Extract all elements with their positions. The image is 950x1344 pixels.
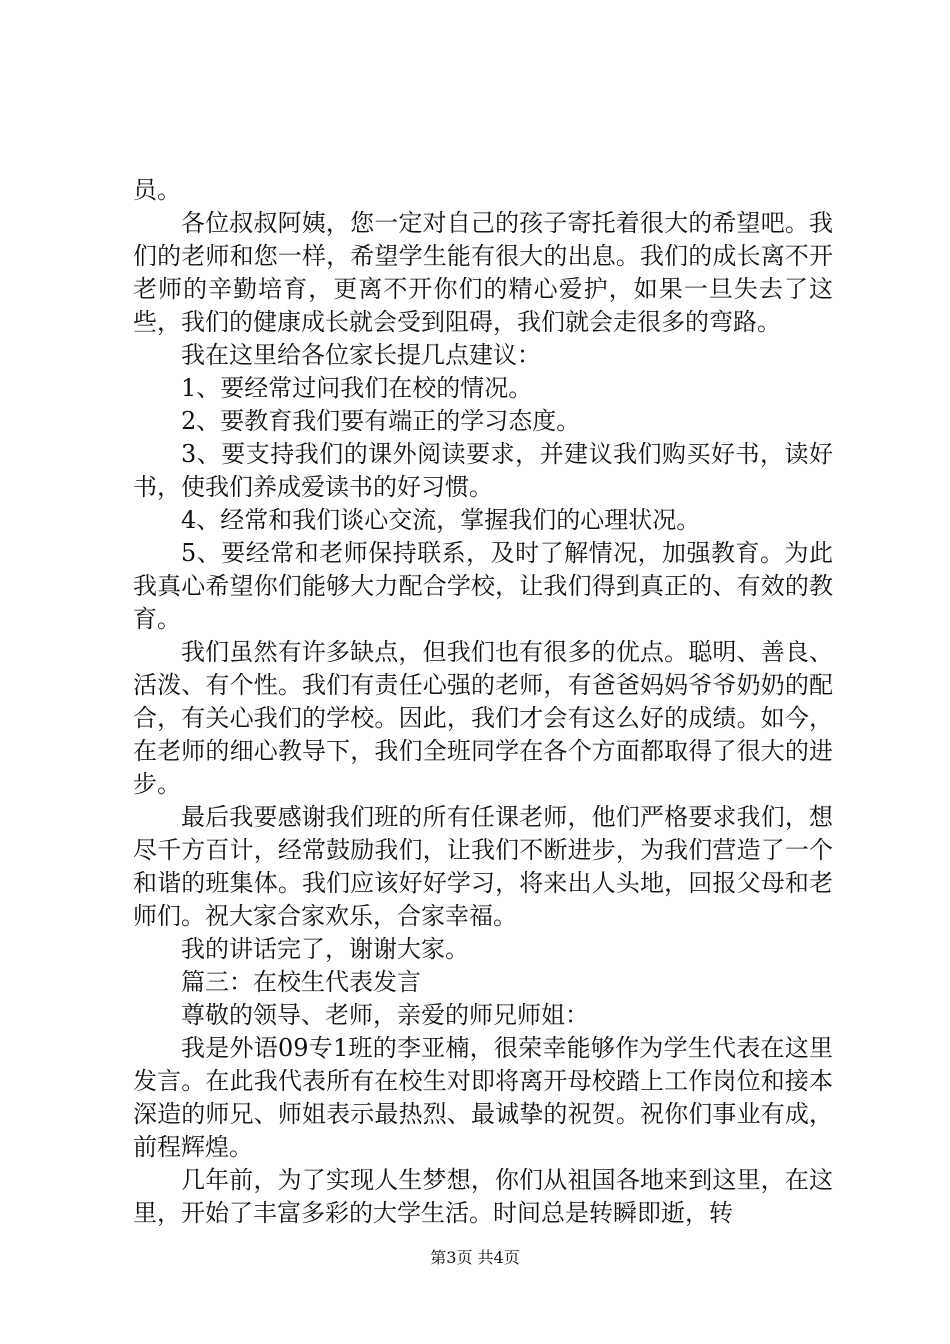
paragraph-2: 各位叔叔阿姨，您一定对自己的孩子寄托着很大的希望吧。我们的老师和您一样，希望学生能有很大的出息。我们的成长离不开老师的辛勤培育，更离不开你们的精心爱护，如果一旦失去了这些，我们的健康成长就会受到阻碍，我们就会走很多的弯路。 [133,209,833,336]
section-heading: 篇三：在校生代表发言 [181,968,421,996]
list-item-3: 3、要支持我们的课外阅读要求，并建议我们购买好书，读好书，使我们养成爱读书的好习惯。 [133,440,833,501]
list-item-5: 5、要经常和老师保持联系，及时了解情况，加强教育。为此我真心希望你们能够大力配合学校，让我们得到真正的、有效的教育。 [133,539,833,633]
paragraph-1: 员。 [133,176,181,204]
list-item-4: 4、经常和我们谈心交流，掌握我们的心理状况。 [181,506,701,534]
paragraph-15: 几年前，为了实现人生梦想，你们从祖国各地来到这里，在这里，开始了丰富多彩的大学生活。时间总是转瞬即逝，转 [133,1166,833,1227]
list-item-2: 2、要教育我们要有端正的学习态度。 [181,407,581,435]
paragraph-11: 我的讲话完了，谢谢大家。 [181,935,469,963]
salutation: 尊敬的领导、老师，亲爱的师兄师姐： [181,1001,589,1029]
list-item-1: 1、要经常过问我们在校的情况。 [181,374,533,402]
page-number-footer: 第3页 共4页 [430,1248,520,1267]
document-body [133,174,833,1230]
paragraph-14: 我是外语09专1班的李亚楠，很荣幸能够作为学生代表在这里发言。在此我代表所有在校生对即将离开母校踏上工作岗位和接本深造的师兄、师姐表示最热烈、最诚挚的祝贺。祝你们事业有成，前程辉煌。 [133,1034,833,1161]
paragraph-3: 我在这里给各位家长提几点建议： [181,341,541,369]
paragraph-9: 我们虽然有许多缺点，但我们也有很多的优点。聪明、善良、活泼、有个性。我们有责任心强的老师，有爸爸妈妈爷爷奶奶的配合，有关心我们的学校。因此，我们才会有这么好的成绩。如今，在老师的细心教导下，我们全班同学在各个方面都取得了很大的进步。 [133,638,833,798]
paragraph-10: 最后我要感谢我们班的所有任课老师，他们严格要求我们，想尽千方百计，经常鼓励我们，让我们不断进步，为我们营造了一个和谐的班集体。我们应该好好学习，将来出人头地，回报父母和老师们。祝大家合家欢乐，合家幸福。 [133,803,833,930]
